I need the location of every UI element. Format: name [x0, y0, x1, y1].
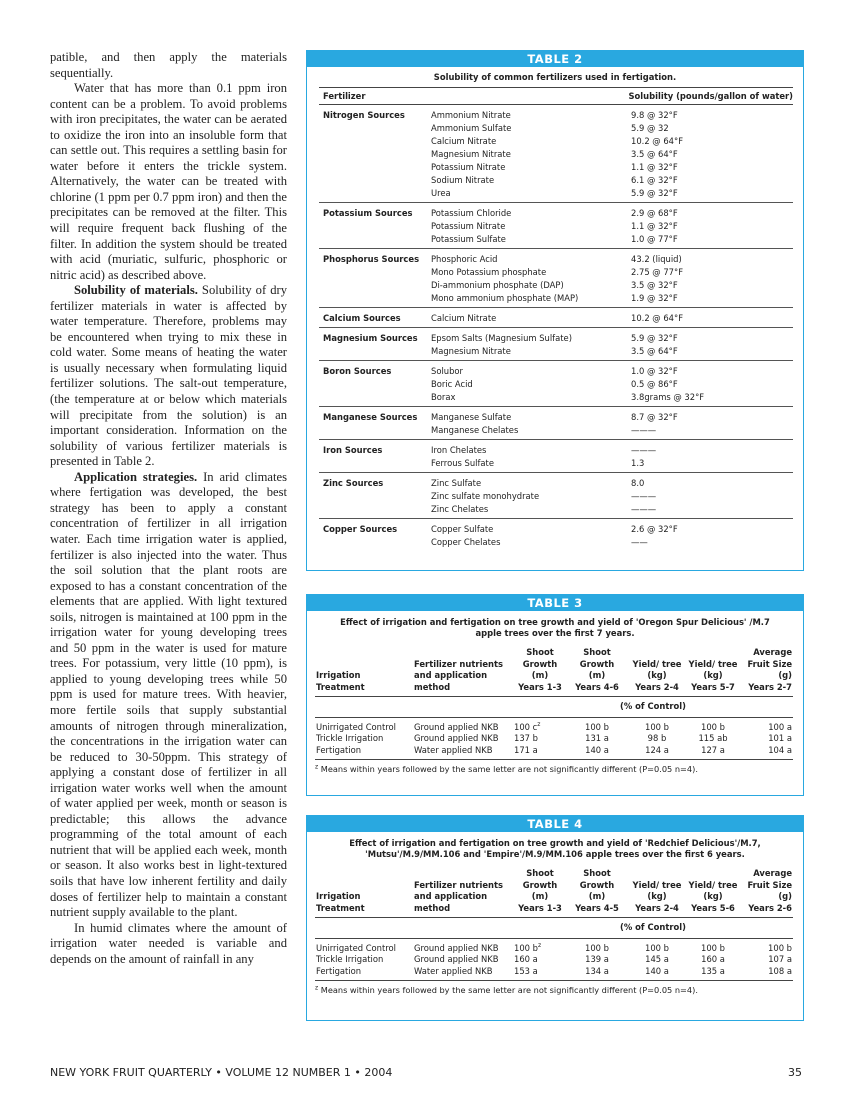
table-row: [431, 220, 793, 233]
page-footer: [50, 1066, 802, 1079]
source-category: Zinc Sources: [323, 478, 384, 488]
table-row: [431, 122, 793, 135]
fertilizer-name: Magnesium Nitrate: [431, 346, 511, 356]
table-body: [315, 918, 793, 981]
solubility-value: 10.2 @ 64°F: [631, 136, 684, 146]
table-row: [431, 174, 793, 187]
solubility-value: ———: [631, 445, 657, 455]
table-cell: 135 a: [687, 966, 739, 981]
table-cell: Trickle Irrigation: [316, 733, 384, 743]
paragraph: [50, 470, 287, 921]
column-header: Yield/ tree (kg) Years 2-4: [627, 647, 687, 697]
table-row: [431, 490, 793, 503]
table-4: [306, 815, 804, 1021]
table-cell: Ground applied NKB: [414, 733, 499, 743]
table-cell: 153 a: [513, 966, 567, 981]
paragraph-body: Solubility of dry fertilizer materials in water is affected by water temperature. Therefore, problems may be encountered when trying to mix these in cold water. Some means of heating the water is usually necessary when formulating liquid fertilizer solutions. The salt-out temperature, (the temperature at or below which materials will precipitate from the solution) is an important consideration. Information on the solubility of various fertilizer materials is presented in Table 2.: [50, 283, 287, 469]
source-category: Manganese Sources: [323, 412, 418, 422]
column-header: Fertilizer nutrients and application method: [413, 868, 513, 918]
fertilizer-name: Di-ammonium phosphate (DAP): [431, 280, 564, 290]
table-cell: 100 a: [768, 721, 792, 732]
source-category: Boron Sources: [323, 366, 392, 376]
solubility-value: 2.6 @ 32°F: [631, 524, 678, 534]
fertilizer-name: Potassium Sulfate: [431, 234, 506, 244]
column-header: Yield/ tree (kg) Years 2-4: [627, 868, 687, 918]
table-title: Solubility of common fertilizers used in fertigation.: [433, 72, 677, 82]
paragraph-heading: Application strategies.: [74, 469, 198, 484]
solubility-value: 5.9 @ 32: [631, 123, 669, 133]
solubility-table: [319, 87, 793, 551]
fertilizer-name: Magnesium Nitrate: [431, 149, 511, 159]
source-category: Potassium Sources: [323, 208, 413, 218]
table-cell: 140 a: [567, 745, 627, 760]
table-footnote: $^z$ Means within years followed by the same letter are not significantly different (P=0.05 n=4).: [315, 984, 698, 995]
table-cell: Water applied NKB: [413, 745, 513, 760]
source-group: [319, 328, 793, 361]
table-cell: 100 b: [645, 721, 669, 732]
solubility-value: 43.2 (liquid): [631, 254, 682, 264]
solubility-value: 0.5 @ 86°F: [631, 379, 678, 389]
source-group: [319, 519, 793, 551]
solubility-value: 8.0: [631, 478, 645, 488]
journal-name: NEW YORK FRUIT QUARTERLY • VOLUME 12 NUMBER 1 • 2004: [50, 1066, 393, 1079]
column-header: Shoot Growth (m) Years 1-3: [513, 868, 567, 918]
fertilizer-name: Sodium Nitrate: [431, 175, 495, 185]
table-row: [431, 457, 793, 470]
column-header: Average Fruit Size (g) Years 2-6: [739, 868, 793, 918]
table-row: [315, 954, 793, 966]
paragraph: [50, 283, 287, 470]
page-number: 35: [788, 1066, 802, 1079]
table-title: Effect of irrigation and fertigation on tree growth and yield of 'Oregon Spur Delicious' /M.7 apple trees over the first 7 years.: [340, 617, 770, 638]
source-group: [319, 440, 793, 473]
table-row: [431, 266, 793, 279]
table-cell: 100 $c^z$: [514, 720, 541, 732]
column-header: Irrigation Treatment: [315, 647, 413, 697]
fertilizer-name: Manganese Chelates: [431, 425, 519, 435]
column-header: Shoot Growth (m) Years 1-3: [513, 647, 567, 697]
table-cell: 100 b: [701, 721, 725, 732]
table-cell: 98 b: [647, 733, 667, 743]
table-cell: 100 b: [701, 942, 725, 953]
solubility-value: 3.5 @ 64°F: [631, 346, 678, 356]
table-row: [431, 365, 793, 378]
table-cell: 104 a: [739, 745, 793, 760]
body-text-column: [50, 50, 287, 967]
source-group: [319, 473, 793, 519]
fertilizer-name: Ammonium Nitrate: [431, 110, 511, 120]
table-row: [431, 444, 793, 457]
solubility-value: 1.0 @ 32°F: [631, 366, 678, 376]
table-row: [431, 279, 793, 292]
source-group: [319, 361, 793, 407]
table-row: [315, 717, 793, 733]
fertilizer-name: Manganese Sulfate: [431, 412, 512, 422]
solubility-value: 8.7 @ 32°F: [631, 412, 678, 422]
table-row: [431, 253, 793, 266]
fertilizer-name: Iron Chelates: [431, 445, 487, 455]
table-cell: Fertigation: [315, 966, 413, 981]
table-cell: 124 a: [627, 745, 687, 760]
column-header: Shoot Growth (m) Years 4-5: [567, 868, 627, 918]
solubility-value: 3.5 @ 64°F: [631, 149, 678, 159]
table-row: [431, 411, 793, 424]
column-header: Irrigation Treatment: [315, 868, 413, 918]
table-cell: Ground applied NKB: [414, 721, 499, 732]
table-label: TABLE 4: [307, 816, 803, 832]
table-row: [431, 109, 793, 122]
table-row: [431, 345, 793, 358]
table-row: [315, 966, 793, 981]
solubility-value: 2.9 @ 68°F: [631, 208, 678, 218]
solubility-value: 3.8grams @ 32°F: [631, 392, 705, 402]
solubility-value: 2.75 @ 77°F: [631, 267, 684, 277]
table-cell: Fertigation: [315, 745, 413, 760]
fertilizer-name: Calcium Nitrate: [431, 136, 497, 146]
table-cell: 160 a: [514, 954, 538, 964]
table-row: [431, 207, 793, 220]
paragraph: In humid climates where the amount of irrigation water needed is variable and depends on the amount of rainfall in any: [50, 920, 287, 966]
fertilizer-name: Urea: [431, 188, 451, 198]
table-row: [431, 391, 793, 404]
table-label: TABLE 2: [307, 51, 803, 67]
paragraph-heading: Solubility of materials.: [74, 283, 198, 298]
solubility-value: 5.9 @ 32°F: [631, 333, 678, 343]
fertilizer-name: Boric Acid: [431, 379, 473, 389]
fertilizer-name: Ammonium Sulfate: [431, 123, 512, 133]
source-group: [319, 105, 793, 203]
solubility-value: 3.5 @ 32°F: [631, 280, 678, 290]
solubility-value: 1.0 @ 77°F: [631, 234, 678, 244]
solubility-value: 1.1 @ 32°F: [631, 221, 678, 231]
column-header-solubility: Solubility (pounds/gallon of water): [628, 91, 793, 101]
table-label: TABLE 3: [307, 595, 803, 611]
source-category: Magnesium Sources: [323, 333, 418, 343]
solubility-value: ——: [631, 537, 648, 547]
table-header-row: [319, 87, 793, 105]
table-cell: 100 $b^z$: [514, 941, 542, 953]
table-footnote: $^z$ Means within years followed by the same letter are not significantly different (P=0.05 n=4).: [315, 763, 698, 774]
table-cell: 140 a: [627, 966, 687, 981]
data-table: [315, 647, 793, 760]
source-category: Nitrogen Sources: [323, 110, 405, 120]
fertilizer-name: Copper Sulfate: [431, 524, 494, 534]
solubility-value: 1.1 @ 32°F: [631, 162, 678, 172]
table-cell: 107 a: [768, 954, 792, 964]
fertilizer-name: Copper Chelates: [431, 537, 501, 547]
source-group: [319, 203, 793, 249]
fertilizer-name: Zinc Sulfate: [431, 478, 482, 488]
column-header: Yield/ tree (kg) Years 5-7: [687, 647, 739, 697]
column-header-fertilizer: Fertilizer: [323, 91, 366, 101]
column-header: Fertilizer nutrients and application method: [413, 647, 513, 697]
fertilizer-name: Ferrous Sulfate: [431, 458, 494, 468]
table-row: [431, 148, 793, 161]
table-row: [431, 477, 793, 490]
percent-of-control-label: (% of Control): [513, 918, 793, 939]
table-row: [315, 745, 793, 760]
table-cell: 100 b: [585, 721, 609, 732]
source-group: [319, 308, 793, 328]
table-cell: Water applied NKB: [413, 966, 513, 981]
table-body: [319, 105, 793, 551]
source-category: Iron Sources: [323, 445, 383, 455]
table-row: [431, 378, 793, 391]
solubility-value: ———: [631, 425, 657, 435]
table-cell: 137 b: [514, 733, 538, 743]
table-cell: Unirrigated Control: [316, 942, 396, 953]
table-row: [431, 187, 793, 200]
table-row: [431, 332, 793, 345]
table-cell: 171 a: [513, 745, 567, 760]
table-cell: 131 a: [585, 733, 609, 743]
table-row: [431, 424, 793, 437]
table-cell: 160 a: [701, 954, 725, 964]
table-cell: 145 a: [645, 954, 669, 964]
fertilizer-name: Zinc sulfate monohydrate: [431, 491, 540, 501]
percent-of-control-label: (% of Control): [513, 697, 793, 718]
table-header-row: [315, 647, 793, 697]
fertilizer-name: Mono ammonium phosphate (MAP): [431, 293, 579, 303]
table-row: [431, 135, 793, 148]
source-category: Phosphorus Sources: [323, 254, 420, 264]
table-body: [315, 697, 793, 760]
solubility-value: 9.8 @ 32°F: [631, 110, 678, 120]
table-title: Effect of irrigation and fertigation on tree growth and yield of 'Redchief Delicious'/M.7, 'Mutsu'/M.9/MM.106 and 'Empire'/M.9/MM.106 apple trees over the first 6 years.: [349, 838, 761, 859]
paragraph: patible, and then apply the materials sequentially.: [50, 50, 287, 80]
table-row: [431, 292, 793, 305]
fertilizer-name: Potassium Nitrate: [431, 221, 506, 231]
table-cell: Unirrigated Control: [316, 721, 396, 732]
fertilizer-name: Solubor: [431, 366, 463, 376]
column-header: Average Fruit Size (g) Years 2-7: [739, 647, 793, 697]
table-row: [431, 233, 793, 246]
table-row: [431, 312, 793, 325]
table-cell: 127 a: [687, 745, 739, 760]
table-row: [315, 733, 793, 745]
solubility-value: ———: [631, 491, 657, 501]
table-cell: 139 a: [585, 954, 609, 964]
solubility-value: ———: [631, 504, 657, 514]
table-cell: 100 b: [645, 942, 669, 953]
fertilizer-name: Phosphoric Acid: [431, 254, 498, 264]
table-cell: 108 a: [739, 966, 793, 981]
table-cell: 115 ab: [698, 733, 728, 743]
table-row: [431, 161, 793, 174]
table-cell: Trickle Irrigation: [316, 954, 384, 964]
table-3: [306, 594, 804, 796]
table-row: [431, 503, 793, 516]
fertilizer-name: Calcium Nitrate: [431, 313, 497, 323]
fertilizer-name: Mono Potassium phosphate: [431, 267, 547, 277]
fertilizer-name: Zinc Chelates: [431, 504, 489, 514]
source-category: Calcium Sources: [323, 313, 401, 323]
column-header: Shoot Growth (m) Years 4-6: [567, 647, 627, 697]
table-cell: Ground applied NKB: [414, 942, 499, 953]
source-group: [319, 407, 793, 440]
source-group: [319, 249, 793, 308]
solubility-value: 10.2 @ 64°F: [631, 313, 684, 323]
source-category: Copper Sources: [323, 524, 398, 534]
column-header: Yield/ tree (kg) Years 5-6: [687, 868, 739, 918]
solubility-value: 5.9 @ 32°F: [631, 188, 678, 198]
solubility-value: 6.1 @ 32°F: [631, 175, 678, 185]
table-row: [315, 938, 793, 954]
table-row: [431, 536, 793, 549]
solubility-value: 1.3: [631, 458, 645, 468]
data-table: [315, 868, 793, 981]
fertilizer-name: Epsom Salts (Magnesium Sulfate): [431, 333, 572, 343]
solubility-value: 1.9 @ 32°F: [631, 293, 678, 303]
paragraph: Water that has more than 0.1 ppm iron content can be a problem. To avoid problems with iron precipitates, the water can be aerated to oxidize the iron into an insoluble form that can settle out. This requires a settling basin for water before it enters the trickle system. Alternatively, the water can be treated with chlorine (1 ppm per 0.7 ppm iron) and then the precipitates can be removed at the filter. This will require frequent back flushing of the filter. In addition the system should be treated with acid (muriatic, sulfuric, phosphoric or nitric acid) as described above.: [50, 81, 287, 282]
fertilizer-name: Potassium Nitrate: [431, 162, 506, 172]
table-cell: 101 a: [768, 733, 792, 743]
table-row: [431, 523, 793, 536]
paragraph-body: In arid climates where fertigation was developed, the best strategy has been to apply a constant concentration of fertilizer in all irrigation water. Each time irrigation water is applied, fertilizer is also injected into the water. Thus the soil solution that the plant roots are exposed to has a constant concentration of the elements that are applied. With light textured soils, nitrogen is maintained at 100 ppm in the irrigation water for young developing trees and 50 ppm in the water is used for mature trees. For potassium, very little (10 ppm), is applied to young developing trees while 50 ppm is used for mature trees. With heavier, more fertile soils that supply substantial amounts of nitrogen through mineralization, the concentrations in the irrigation water can be reduced to 30-50ppm. This strategy of applying a constant dose of fertilizer in all irrigation water works well when the amount of water applied per week, month or season is predictable; this allows the advance programming of the total amount of each nutrient that will be applied each week, month or season. It also works best in light-textured soils that have low inherent fertility and daily doses of fertilizer help to maintain a constant nutrient supply available to the plant.: [50, 469, 287, 920]
table-cell: 100 b: [768, 942, 792, 953]
table-cell: 100 b: [585, 942, 609, 953]
table-cell: 134 a: [567, 966, 627, 981]
fertilizer-name: Potassium Chloride: [431, 208, 512, 218]
table-header-row: [315, 868, 793, 918]
fertilizer-name: Borax: [431, 392, 456, 402]
table-cell: Ground applied NKB: [414, 954, 499, 964]
table-2: [306, 50, 804, 571]
